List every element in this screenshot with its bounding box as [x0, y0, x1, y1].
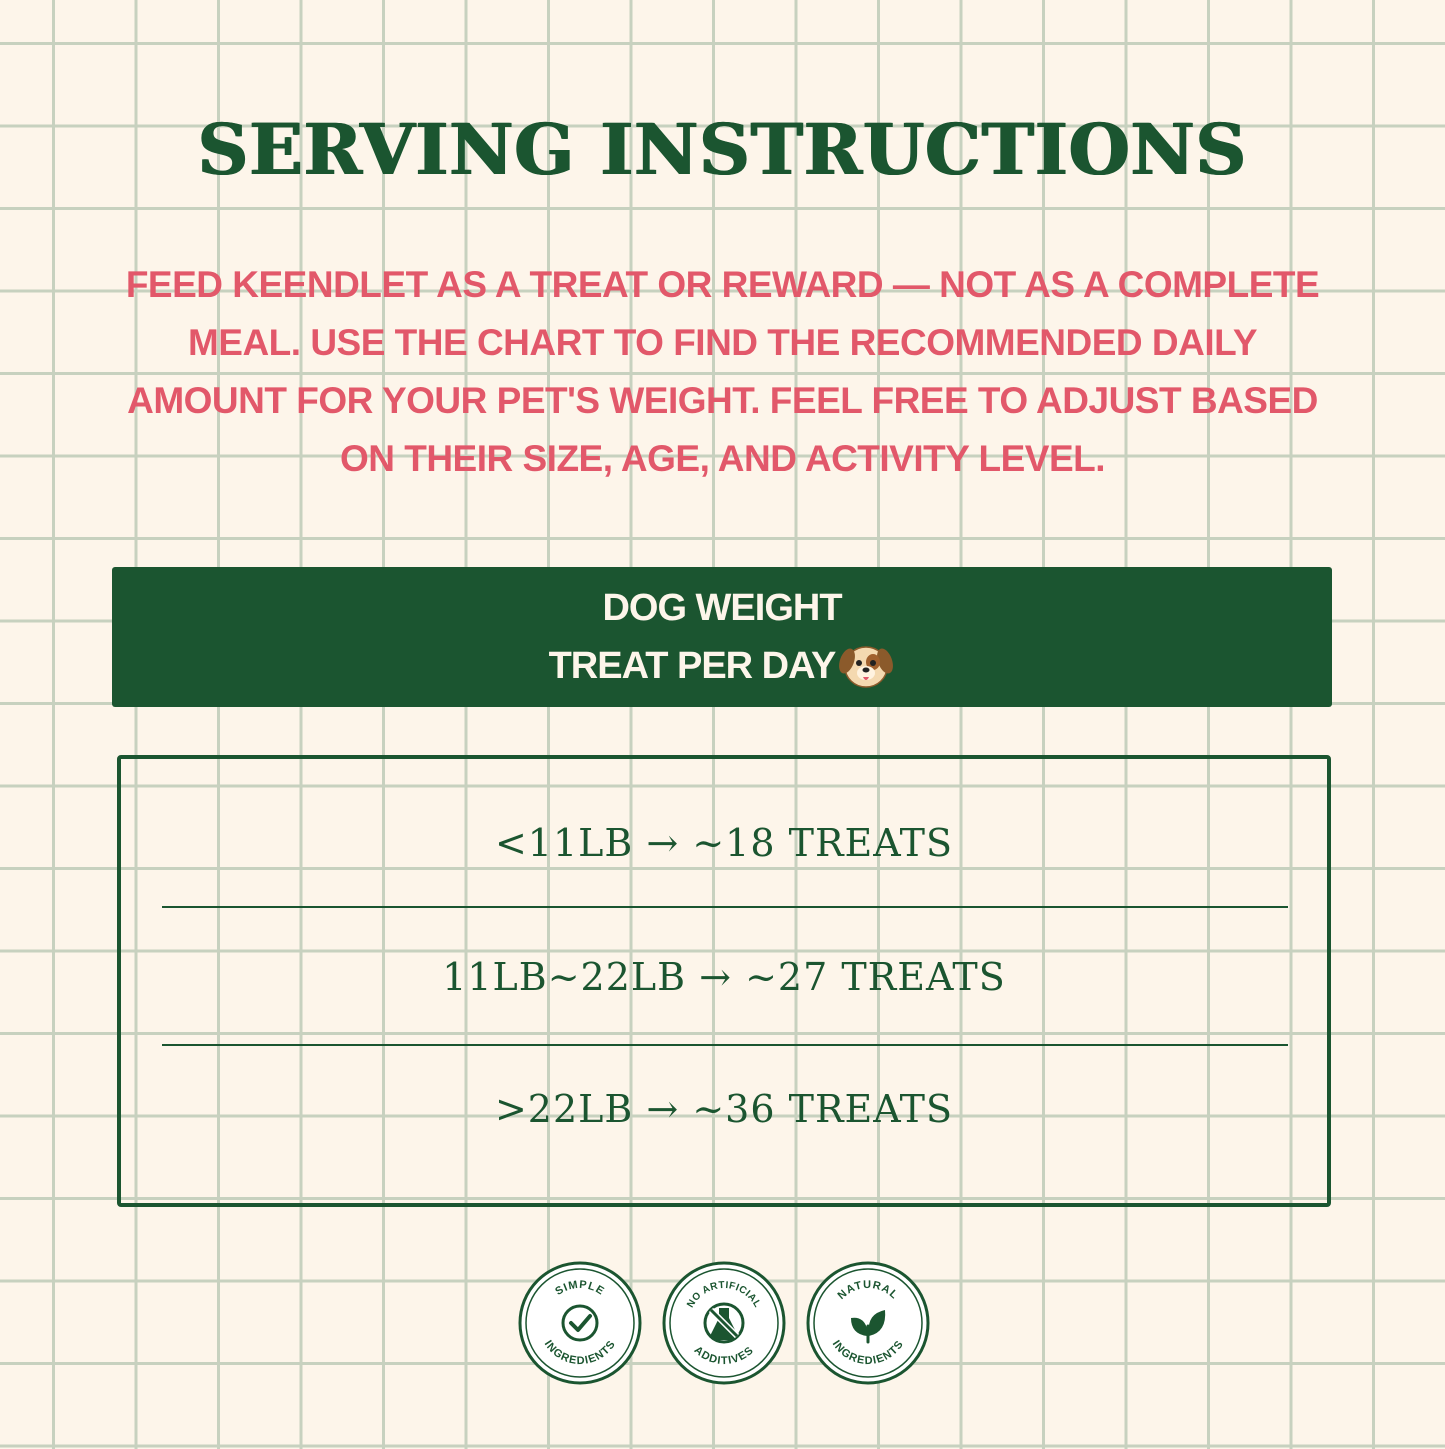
serving-intro: FEED KEENDLET AS A TREAT OR REWARD — NOT AS A COMPLETE MEAL. USE THE CHART TO FIND THE RECOMMENDED DAILY AMOUNT FOR YOUR PET'S WEIGHT. FEEL FREE TO ADJUST BASED ON THEIR SIZE, AGE, AND ACTIVITY LEVEL.	[125, 264, 1320, 479]
badge-top-text: SIMPLE	[553, 1278, 607, 1298]
table-row: <11LB → ~18 TREATS	[494, 821, 954, 865]
badge-bottom-text: INGREDIENTS	[541, 1338, 619, 1368]
badge-top-text: NO ARTIFICIAL	[685, 1279, 763, 1310]
simple-ingredients-badge	[517, 1260, 643, 1386]
table-row: >22LB → ~36 TREATS	[494, 1087, 954, 1131]
page-title: SERVING INSTRUCTIONS	[197, 108, 1248, 191]
row-divider	[162, 1044, 1288, 1046]
table-row: 11LB~22LB → ~27 TREATS	[442, 955, 1006, 999]
dog-face-icon	[837, 641, 895, 691]
badge-bottom-text: INGREDIENTS	[829, 1338, 907, 1368]
treat-chart-table	[117, 755, 1331, 1207]
header-treat-line	[549, 637, 896, 695]
header-weight-label: DOG WEIGHT	[602, 587, 842, 629]
natural-ingredients-badge	[805, 1260, 931, 1386]
badge-row	[517, 1260, 931, 1390]
no-artificial-additives-badge	[661, 1260, 787, 1386]
header-treat-label: TREAT PER DAY	[548, 645, 836, 687]
badge-bottom-text: ADDITIVES	[691, 1344, 757, 1368]
row-divider	[162, 906, 1288, 908]
chart-header	[112, 567, 1332, 707]
badge-top-text: NATURAL	[835, 1278, 901, 1302]
